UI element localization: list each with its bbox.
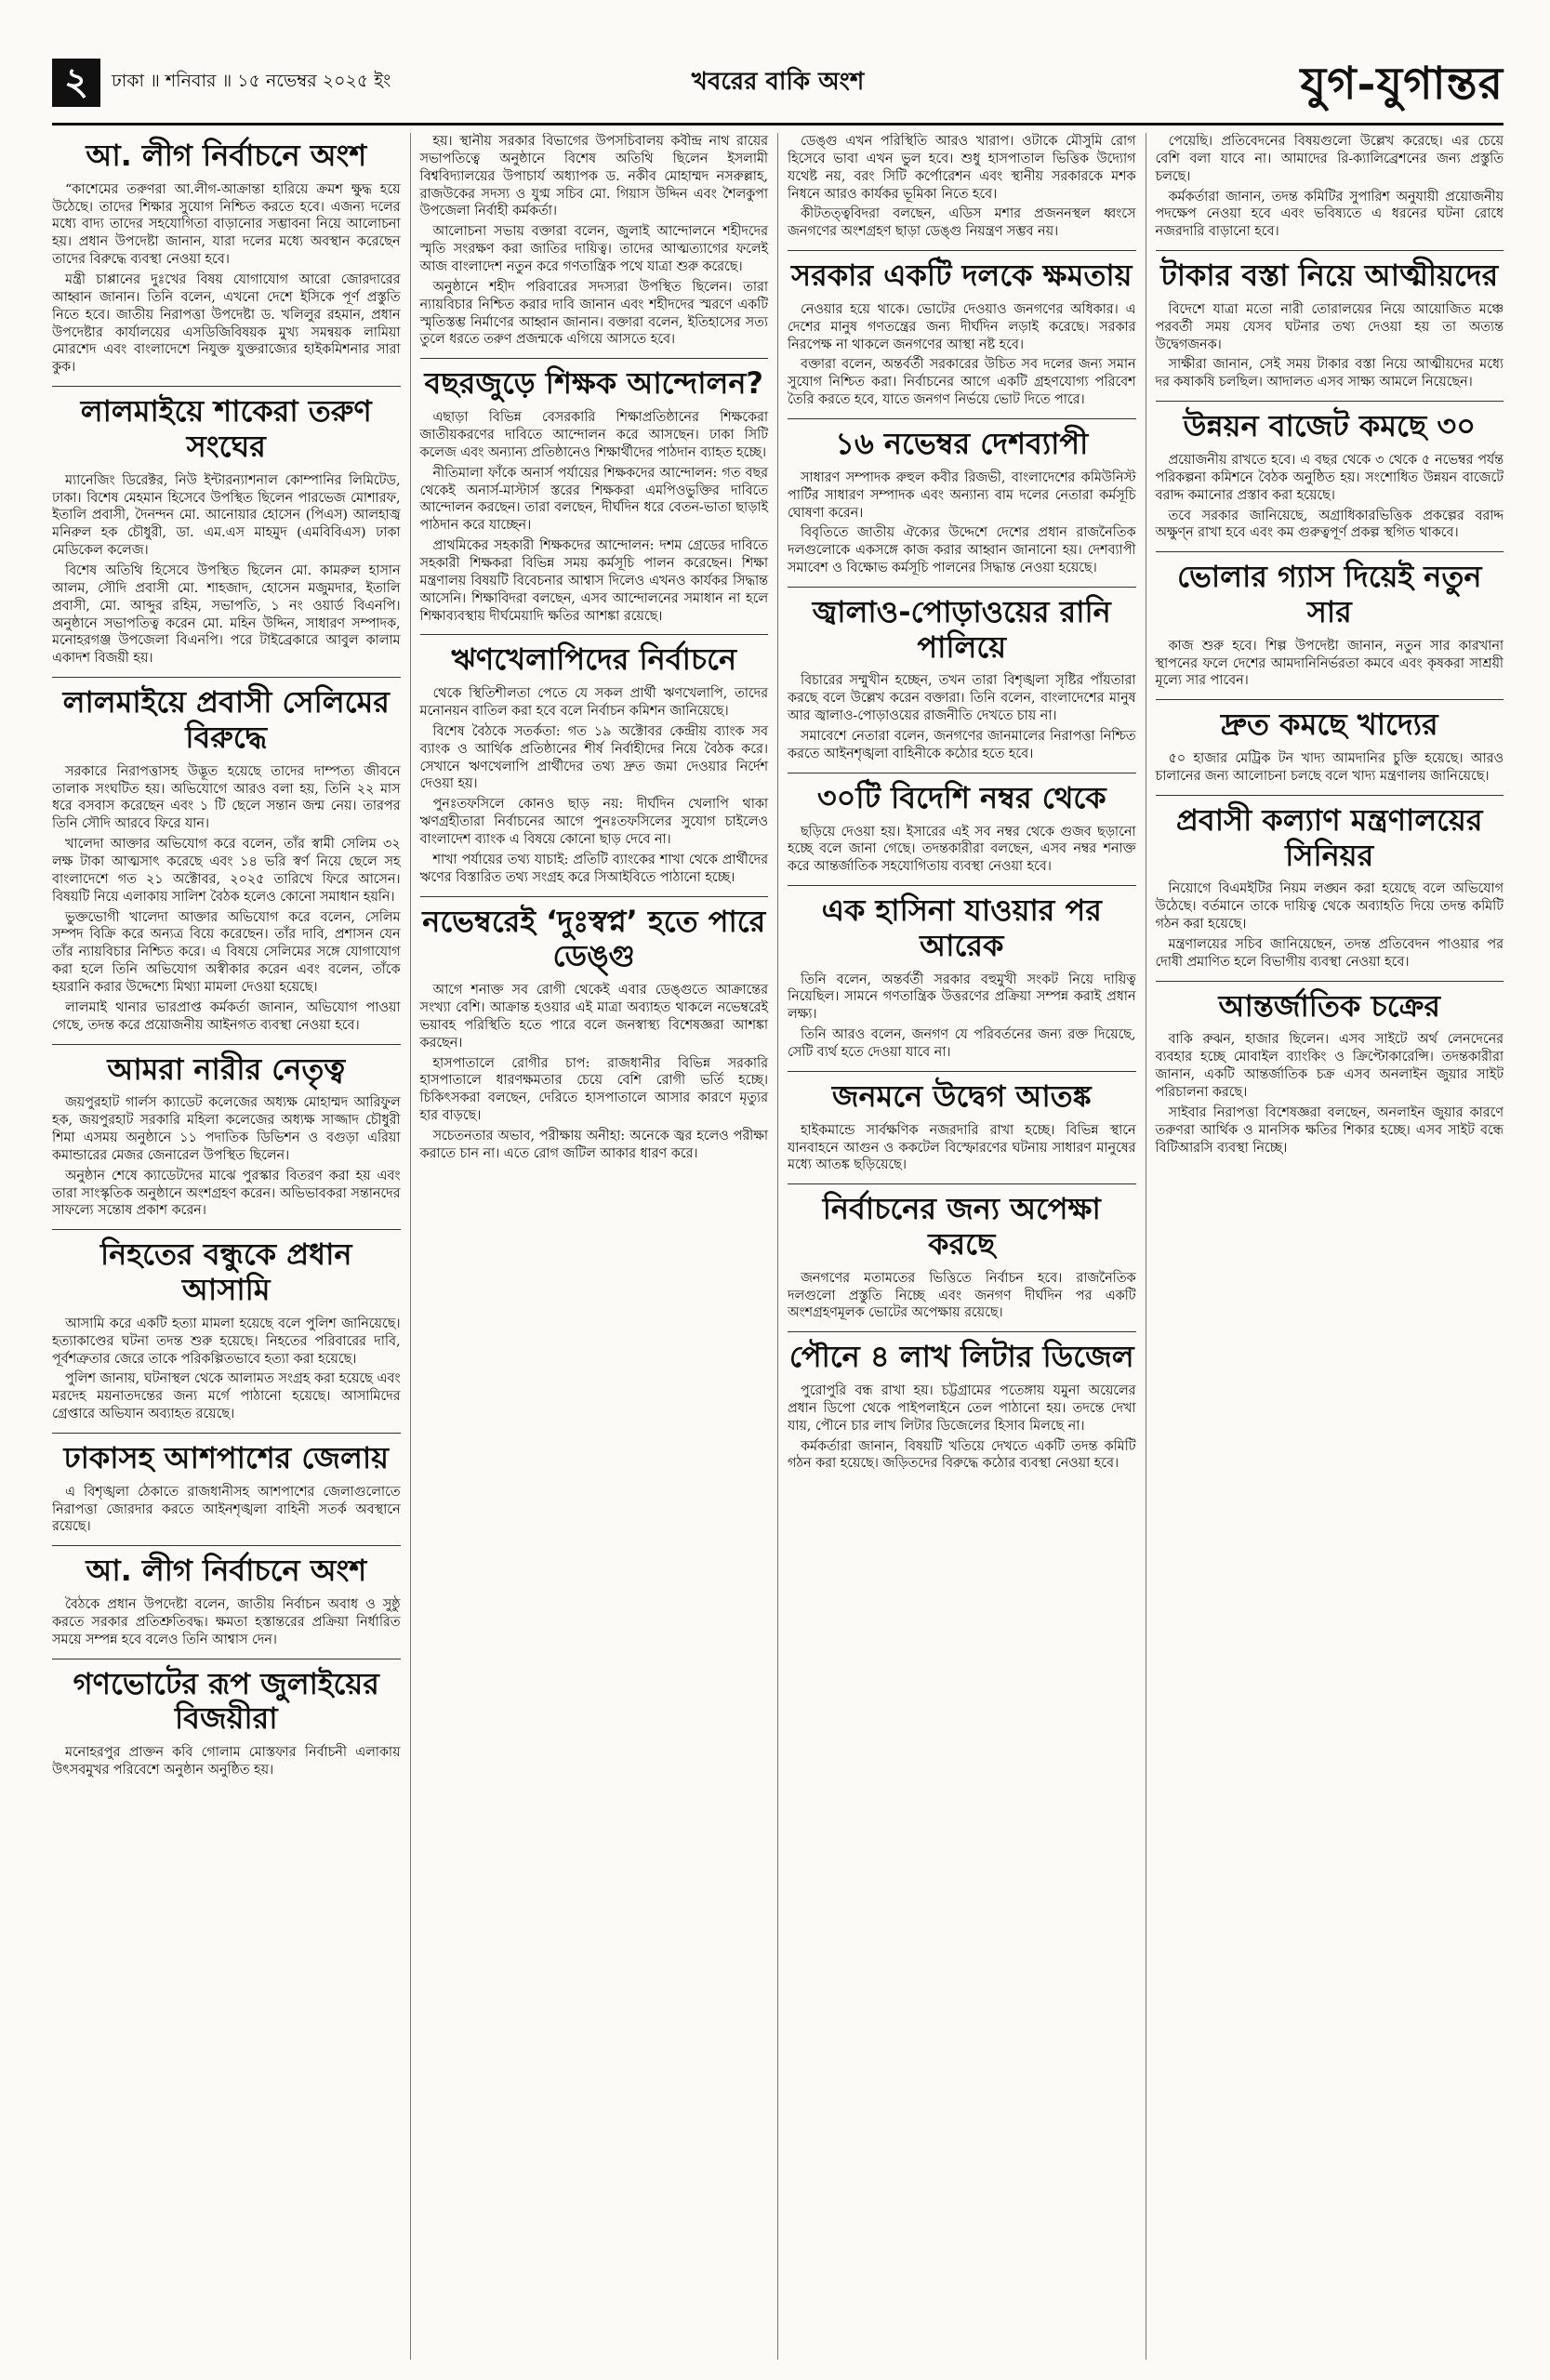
article-paragraph: পুনঃতফসিলে কোনও ছাড় নয়: দীর্ঘদিন খেলাপি থাকা ঋণগ্রহীতারা নির্বাচনের আগে পুনঃতফসিলের সুযোগ চাইলেও বাংলাদেশ ব্যাংক এ বিষয়ে কোনো ছাড় দেবে না। [419,797,768,847]
article-body [788,1382,1136,1473]
article [52,677,401,1034]
article-paragraph: সচেতনতার অভাব, পরীক্ষায় অনীহা: অনেকে জ্বর হলেও পরীক্ষা করাতে চান না। এতে রোগ জটিল আকার ধারণ করে। [419,1128,768,1161]
column-2 [410,133,778,2360]
article-headline: আমরা নারীর নেতৃত্ব [52,1044,401,1088]
article-headline: উন্নয়ন বাজেট কমছে ৩০ [1156,401,1504,444]
article-headline: বছরজুড়ে শিক্ষক আন্দোলন? [420,358,769,402]
article-paragraph: “কাশেমের তরুণরা আ.লীগ-আক্রান্তা হারিয়ে ক্রমশ ক্ষুদ্ধ হয়ে উঠেছে। তাদের শিক্ষার সুযোগ নিশ্চিত করতে হবে। এজন্য দলের মধ্যে বাদ্য তাদের সহযোগিতা বাড়ানোর সম্ভাবনা নিয়ে আলোচনা হয়। প্রধান উপদেষ্টা জানান, যারা দলের মধ্যে অবস্থান করেছেন তাদের বিরুদ্ধে ব্যবস্থা নেওয়া হবে। [52,181,401,268]
article-headline: টাকার বস্তা নিয়ে আত্মীয়দের [1156,250,1504,294]
article-paragraph: প্রাথমিকের সহকারী শিক্ষকদের আন্দোলন: দশম গ্রেডের দাবিতে সহকারী শিক্ষকরা বিভিন্ন সময় কর্মসূচি পালন করেছেন। শিক্ষা মন্ত্রণালয় বিষয়টি বিবেচনার আশ্বাস দিলেও এখনও কার্যকর সিদ্ধান্ত আসেনি। শিক্ষাবিদরা বলছেন, এসব আন্দোলনের সমাধান না হলে শিক্ষাব্যবস্থায় দীর্ঘমেয়াদি ক্ষতির আশঙ্কা রয়েছে। [419,538,768,624]
article-body [1156,133,1504,241]
article-paragraph: হাসপাতালে রোগীর চাপ: রাজধানীর বিভিন্ন সরকারি হাসপাতালে ধারণক্ষমতার চেয়ে বেশি রোগী ভর্তি হচ্ছে। চিকিৎসকরা বলছেন, দেরিতে হাসপাতালে আসার কারণে মৃত্যুর হার বাড়ছে। [419,1055,768,1124]
article-headline: নিহতের বন্ধুকে প্রধান আসামি [52,1229,401,1308]
article-paragraph: বিদেশে যাত্রা মতো নারী তোরালয়ের নিয়ে আয়োজিত মঞ্চে পরবর্তী সময় যেসব ঘটনার তথ্য দেওয়া হয় তা অত্যন্ত উদ্বেগজনক। [1155,301,1504,352]
article-paragraph: খালেদা আক্তার অভিযোগ করে বলেন, তাঁর স্বামী সেলিম ৩২ লক্ষ টাকা আত্মসাৎ করেছে এবং ১৪ ভরি স্বর্ণ নিয়ে ছেলে সহ বাংলাদেশে গত ২১ অক্টোবর, ২০২৫ তারিখে ফিরে আসেন। বিষয়টি নিয়ে এলাকায় সালিশ বৈঠক হলেও কোনো সমাধান হয়নি। [52,837,401,905]
article-paragraph: বিবৃতিতে জাতীয় ঐক্যের উদ্দেশে দেশের প্রধান রাজনৈতিক দলগুলোকে একসঙ্গে কাজ করার আহ্বান জানানো হয়। দেশব্যাপী সমাবেশ ও বিক্ষোভ কর্মসূচি পালনের সিদ্ধান্ত নেওয়া হয়েছে। [788,525,1136,576]
article-paragraph: হয়। স্থানীয় সরকার বিভাগের উপসচিবালয় কবীন্দ্র নাথ রায়ের সভাপতিত্বে অনুষ্ঠানে বিশেষ অতিথি ছিলেন ইসলামী বিশ্ববিদ্যালয়ের উপাচার্য অধ্যাপক ড. নকীব মোহাম্মদ নসরুল্লাহ, রাজউকের সদস্য ও যুগ্ম সচিব মো. গিয়াস উদ্দিন এবং শৈলকুপা উপজেলা নির্বাহী কর্মকর্তা। [419,134,768,219]
article-body [1156,638,1504,691]
article [788,1071,1136,1174]
article [52,1545,401,1648]
article-paragraph: তিনি বলেন, অন্তর্বর্তী সরকার বহুমুখী সংকট নিয়ে দায়িত্ব নিয়েছিল। সামনে গণতান্ত্রিক উত্তরণের প্রক্রিয়া সম্পন্ন করাই প্রধান লক্ষ্য। [788,972,1136,1023]
article-headline: আ. লীগ নির্বাচনে অংশ [86,138,367,173]
article [788,1331,1136,1473]
article-paragraph: ডেঙ্গু এখন পরিস্থিতি আরও খারাপ। ওটাকে মৌসুমি রোগ হিসেবে ভাবা এখন ভুল হবে। শুধু হাসপাতাল ভিত্তিক উদ্যোগ যথেষ্ট নয়, বরং সিটি কর্পোরেশন এবং স্থানীয় সরকারকে মশক নিধনে আরও কার্যকর ভূমিকা নিতে হবে। [788,134,1136,202]
article-paragraph: থেকে স্থিতিশীলতা পেতে যে সকল প্রার্থী ঋণখেলাপি, তাদের মনোনয়ন বাতিল করা হবে বলে নির্বাচন কমিশন জানিয়েছে। [419,686,768,719]
article-paragraph: ছড়িয়ে দেওয়া হয়। ইসারের এই সব নম্বর থেকে গুজব ছড়ানো হচ্ছে বলে জানা গেছে। তদন্তকারীরা বলছেন, এসব নম্বর শনাক্ত করে আন্তর্জাতিক সহযোগিতায় ব্যবস্থা নেওয়া হবে। [788,824,1136,875]
article-body [52,1484,401,1537]
article-paragraph: বৈঠকে প্রধান উপদেষ্টা বলেন, জাতীয় নির্বাচন অবাধ ও সুষ্ঠু করতে সরকার প্রতিশ্রুতিবদ্ধ। ক্ষমতা হস্তান্তরের প্রক্রিয়া নির্ধারিত সময়ে সম্পন্ন হবে বলেও তিনি আশ্বাস দেন। [52,1597,401,1647]
article-body [52,472,401,668]
article-paragraph: হাইকমান্ডে সার্বক্ষণিক নজরদারি রাখা হচ্ছে। বিভিন্ন স্থানে যানবাহনে আগুন ও ককটেল বিস্ফোরণের ঘটনায় সাধারণ মানুষের মধ্যে আতঙ্ক ছড়িয়েছে। [788,1122,1136,1173]
article-paragraph: ভুক্তভোগী খালেদা আক্তার অভিযোগ করে বলেন, সেলিম সম্পদ বিক্রি করে অন্যত্র বিয়ে করেছেন। তাঁর দাবি, প্রশাসন যেন তাঁর ন্যায়বিচার নিশ্চিত করে। এ বিষয়ে সেলিমের সঙ্গে যোগাযোগ করা হলে তিনি অভিযোগ অস্বীকার করেন এবং বলেন, তাঁকে হয়রানি করার উদ্দেশ্যে মিথ্যা মামলা দেওয়া হয়েছে। [52,909,401,995]
column-4 [1146,133,1504,2360]
article-headline: নভেম্বরেই ‘দুঃস্বপ্ন’ হতে পারে ডেঙ্গু [420,896,769,975]
article [788,418,1136,577]
article [420,896,769,1163]
article [788,1183,1136,1322]
article [52,1659,401,1779]
article-body [420,685,769,886]
article-body [52,1596,401,1649]
article-paragraph: কীটতত্ত্ববিদরা বলছেন, এডিস মশার প্রজননস্থল ধ্বংসে জনগণের অংশগ্রহণ ছাড়া ডেঙ্গু নিয়ন্ত্রণ সম্ভব নয়। [788,206,1136,240]
article-paragraph: নীতিমালা ফাঁকে অনার্স পর্যায়ের শিক্ষকদের আন্দোলন: গত বছর থেকেই অনার্স-মাস্টার্স স্তরের শিক্ষকরা এমপিওভুক্তির দাবিতে আন্দোলন করছেন। তারা বলছেন, দীর্ঘদিন ধরে বেতন-ভাতা ছাড়াই পাঠদান করে যাচ্ছেন। [419,465,768,534]
article-paragraph: তিনি আরও বলেন, জনগণ যে পরিবর্তনের জন্য রক্ত দিয়েছে, সেটি ব্যর্থ হতে দেওয়া যাবে না। [788,1027,1136,1061]
column-1 [52,133,410,2360]
article-headline: ৩০টি বিদেশি নম্বর থেকে [788,773,1136,816]
article-body [1156,750,1504,786]
article-body [420,982,769,1163]
article [420,634,769,886]
article-paragraph: জয়পুরহাট গার্লস ক্যাডেট কলেজের অধ্যক্ষ মোহাম্মদ আরিফুল হক, জয়পুরহাট সরকারি মহিলা কলেজের অধ্যক্ষ সাজ্জাদ চৌধুরী শিমা এসময় অনুষ্ঠানে ১১ পদাতিক ডিভিশন ও বগুড়া এরিয়া কমান্ডারের মেজর জেনারেল উপস্থিত ছিলেন। [52,1095,401,1163]
article-headline: পৌনে ৪ লাখ লিটার ডিজেল [788,1331,1136,1375]
article-body [1156,880,1504,971]
article-paragraph: সাইবার নিরাপত্তা বিশেষজ্ঞরা বলছেন, অনলাইন জুয়ার কারণে তরুণরা আর্থিক ও মানসিক ক্ষতির শিকার হচ্ছে। এসব সাইট বন্ধে বিটিআরসি ব্যবস্থা নিচ্ছে। [1155,1104,1504,1156]
article-paragraph: আগে শনাক্ত সব রোগী থেকেই এবার ডেঙ্গুতে আক্রান্তের সংখ্যা বেশি। আক্রান্ত হওয়ার এই মাত্রা অব্যাহত থাকলে নভেম্বরেই ভয়াবহ পরিস্থিতি হতে পারে বলে জনস্বাস্থ্য বিশেষজ্ঞরা আশঙ্কা করছেন। [419,983,768,1051]
article-headline: গণভোটের রূপ জুলাইয়ের বিজয়ীরা [52,1659,401,1738]
article-paragraph: নেওয়ার হয়ে থাকে। ভোটের দেওয়াও জনগণের অধিকার। এ দেশের মানুষ গণতন্ত্রের জন্য দীর্ঘদিন লড়াই করেছে। সরকার নিরপেক্ষ না থাকলে জনগণের আস্থা নষ্ট হবে। [788,301,1136,352]
page-number: ২ [52,59,100,107]
article [1156,795,1504,972]
article-body [788,301,1136,409]
article-body [1156,301,1504,391]
article-headline: জনমনে উদ্বেগ আতঙ্ক [788,1071,1136,1115]
masthead [52,43,1504,126]
article-paragraph: আসামি করে একটি হত্যা মামলা হয়েছে বলে পুলিশ জানিয়েছে। হত্যাকাণ্ডের ঘটনা তদন্ত শুরু হয়েছে। নিহতের পরিবারের দাবি, পূর্বশত্রুতার জেরে তাকে পরিকল্পিতভাবে হত্যা করা হয়েছে। [52,1316,401,1367]
article-body [788,469,1136,577]
article [1156,401,1504,542]
article-paragraph: শাখা পর্যায়ের তথ্য যাচাই: প্রতিটি ব্যাংকের শাখা থেকে প্রার্থীদের ঋণের বিস্তারিত তথ্য সংগ্রহ করে সিআইবিতে পাঠানো হচ্ছে। [419,852,768,885]
newspaper-name: যুগ-যুগান্তর [1300,58,1504,110]
article-headline: সরকার একটি দলকে ক্ষমতায় [788,250,1136,294]
article [788,133,1136,241]
article-paragraph: বক্তারা বলেন, অন্তর্বর্তী সরকারের উচিত সব দলের জন্য সমান সুযোগ নিশ্চিত করা। নির্বাচনের আগে একটি গ্রহণযোগ্য পরিবেশ তৈরি করতে হবে, যাতে জনগণ নির্ভয়ে ভোট দিতে পারে। [788,357,1136,408]
article-headline: আন্তর্জাতিক চক্রের [1156,981,1504,1025]
article-paragraph: ম্যানেজিং ডিরেক্টর, নিউ ইন্টারন্যাশনাল কোম্পানির লিমিটেড, ঢাকা। বিশেষ মেহমান হিসেবে উপস্থিত ছিলেন পারভেজ মোশারফ, ইতালি প্রবাসী, দৈনন্দন মো. আনোয়ার হোসেন (পিএস) আলহাজ্ব মনিরুল হক চৌধুরী, ডা. এম.এস মাহমুদ (এমবিবিএস) ঢাকা মেডিকেল কলেজ। [52,472,401,559]
article [788,885,1136,1062]
article-headline: এক হাসিনা যাওয়ার পর আরেক [788,885,1136,964]
article-paragraph: সাক্ষীরা জানান, সেই সময় টাকার বস্তা নিয়ে আত্মীয়দের মধ্যে দর কষাকষি চলছিল। আদালত এসব সাক্ষ্য আমলে নিয়েছেন। [1155,357,1504,390]
article-body [788,1122,1136,1175]
article-headline: নির্বাচনের জন্য অপেক্ষা করছে [788,1183,1136,1263]
article [52,1044,401,1221]
article-paragraph: সমাবেশে নেতারা বলেন, জনগণের জানমালের নিরাপত্তা নিশ্চিত করতে আইনশৃঙ্খলা বাহিনীকে কঠোর হতে হবে। [788,729,1136,761]
article-body [1156,452,1504,542]
article-paragraph: তবে সরকার জানিয়েছে, অগ্রাধিকারভিত্তিক প্রকল্পের বরাদ্দ অক্ষুণ্ন রাখা হবে এবং কম গুরুত্বপূর্ণ প্রকল্প স্থগিত থাকবে। [1155,508,1504,541]
article [788,587,1136,763]
article-paragraph: লালমাই থানার ভারপ্রাপ্ত কর্মকর্তা জানান, অভিযোগ পাওয়া গেছে, তদন্ত করে প্রয়োজনীয় আইনগত ব্যবস্থা নেওয়া হবে। [52,999,401,1033]
section-title: খবরের বাকি অংশ [691,68,865,96]
article-body [1156,1031,1504,1157]
article-body [788,972,1136,1062]
article [788,250,1136,409]
article-body [420,133,769,349]
article-headline: জ্বালাও-পোড়াওয়ের রানি পালিয়ে [788,587,1136,666]
article-headline: ভোলার গ্যাস দিয়েই নতুন সার [1156,551,1504,630]
article [788,773,1136,876]
article-paragraph: জনগণের মতামতের ভিত্তিতে নির্বাচন হবে। রাজনৈতিক দলগুলো প্রস্তুতি নিচ্ছে এবং জনগণ দীর্ঘদিন পর একটি অংশগ্রহণমূলক ভোটের অপেক্ষায় রয়েছে। [788,1270,1136,1321]
article-paragraph: কর্মকর্তারা জানান, বিষয়টি খতিয়ে দেখতে একটি তদন্ত কমিটি গঠন করা হয়েছে। জড়িতদের বিরুদ্ধে কঠোর ব্যবস্থা নেওয়া হবে। [788,1438,1136,1472]
article-paragraph: অনুষ্ঠান শেষে ক্যাডেটদের মাঝে পুরস্কার বিতরণ করা হয় এবং তারা সাংস্কৃতিক অনুষ্ঠানে অংশগ্রহণ করেন। অভিভাবকরা সন্তানদের সাফল্যে সন্তোষ প্রকাশ করেন। [52,1168,401,1219]
article-headline: ঋণখেলাপিদের নির্বাচনে [420,634,769,678]
article-paragraph: সাধারণ সম্পাদক রুহুল কবীর রিজভী, বাংলাদেশের কমিউনিস্ট পার্টির সাধারণ সম্পাদক এবং অন্যান্য বাম দলের নেতারা কর্মসূচি ঘোষণা করেন। [788,469,1136,521]
article-headline: দ্রুত কমছে খাদ্যের [1156,699,1504,743]
article-paragraph: পুলিশ জানায়, ঘটনাস্থল থেকে আলামত সংগ্রহ করা হয়েছে এবং মরদেহ ময়নাতদন্তের জন্য মর্গে পাঠানো হয়েছে। আসামিদের গ্রেপ্তারে অভিযান অব্যাহত রয়েছে। [52,1371,401,1422]
article-paragraph: আলোচনা সভায় বক্তারা বলেন, জুলাই আন্দোলনে শহীদদের স্মৃতি সংরক্ষণ করা জাতির দায়িত্ব। তাদের আত্মত্যাগের ফলেই আজ বাংলাদেশ নতুন করে গণতান্ত্রিক পথে যাত্রা শুরু করেছে। [419,224,768,275]
article-paragraph: বিশেষ বৈঠকে সতর্কতা: গত ১৯ অক্টোবর কেন্দ্রীয় ব্যাংক সব ব্যাংক ও আর্থিক প্রতিষ্ঠানের শীর্ষ নির্বাহীদের নিয়ে বৈঠক করে। সেখানে ঋণখেলাপি প্রার্থীদের তথ্য দ্রুত জমা দেওয়ার নির্দেশ দেওয়া হয়। [419,723,768,792]
article-body [52,1094,401,1220]
article-body [52,1744,401,1779]
article-columns [52,133,1504,2360]
article-paragraph: কাজ শুরু হবে। শিল্প উপদেষ্টা জানান, নতুন সার কারখানা স্থাপনের ফলে দেশের আমদানিনির্ভরতা কমবে এবং কৃষকরা সাশ্রয়ী মূল্যে সার পাবেন। [1155,638,1504,689]
article-body [788,133,1136,241]
article-headline: ঢাকাসহ আশপাশের জেলায় [52,1433,401,1476]
article-body [788,824,1136,877]
article-body [52,763,401,1035]
article-paragraph: কর্মকর্তারা জানান, তদন্ত কমিটির সুপারিশ অনুযায়ী প্রয়োজনীয় পদক্ষেপ নেওয়া হবে এবং ভবিষ্যতে এ ধরনের ঘটনা রোধে নজরদারি বাড়ানো হবে। [1155,189,1504,240]
article-body [788,1270,1136,1323]
article-paragraph: এছাড়া বিভিন্ন বেসরকারি শিক্ষাপ্রতিষ্ঠানের শিক্ষকেরা জাতীয়করণের দাবিতে আন্দোলন করে আসছেন। ঢাকা সিটি কলেজ এবং অন্যান্য প্রতিষ্ঠানেও শিক্ষার্থীদের পাঠদান ব্যাহত হচ্ছে। [419,410,768,460]
article [1156,250,1504,391]
article [420,358,769,625]
article-paragraph: মনোহরপুর প্রাক্তন কবি গোলাম মোস্তফার নির্বাচনী এলাকায় উৎসবমুখর পরিবেশে অনুষ্ঠান অনুষ্ঠিত হয়। [52,1745,401,1778]
article-paragraph: মন্ত্রী চাপ্পানের দুঃখের বিষয় যোগাযোগ আরো জোরদারের আহ্বান জানান। তিনি বলেন, এখনো দেশে ইসিকে পূর্ণ প্রস্তুতি নিতে হবে। জাতীয় নিরাপত্তা উপদেষ্টা ড. খলিলুর রহমান, প্রধান উপদেষ্টার কার্যালয়ের এসডিজিবিষয়ক মুখ্য সমন্বয়ক লামিয়া মোরশেদ এবং বাংলাদেশে নিযুক্ত যুক্তরাজ্যের হাইকমিশনার সারা কুক। [52,272,401,376]
article-body [52,1316,401,1423]
article [420,133,769,349]
article-paragraph: মন্ত্রণালয়ের সচিব জানিয়েছেন, তদন্ত প্রতিবেদন পাওয়ার পর দোষী প্রমাণিত হলে বিভাগীয় ব্যবস্থা নেওয়া হবে। [1155,936,1504,970]
article-headline: প্রবাসী কল্যাণ মন্ত্রণালয়ের সিনিয়র [1156,795,1504,874]
article-headline: লালমাইয়ে শাকেরা তরুণ সংঘের [52,386,401,465]
article-headline: ১৬ নভেম্বর দেশব্যাপী [788,418,1136,462]
article-paragraph: বিচারের সম্মুখীন হচ্ছেন, তখন তারা বিশৃঙ্খলা সৃষ্টির পাঁয়তারা করছে বলে উল্লেখ করেন বক্তারা। তিনি বলেন, বাংলাদেশের মানুষ আর জ্বালাও-পোড়াওয়ের রাজনীতি দেখতে চায় না। [788,673,1136,724]
article [1156,699,1504,785]
article-paragraph: নিয়োগে বিএমইটির নিয়ম লঙ্ঘন করা হয়েছে বলে অভিযোগ উঠেছে। বর্তমানে তাকে দায়িত্ব থেকে অব্যাহতি দিয়ে তদন্ত কমিটি গঠন করা হয়েছে। [1155,881,1504,932]
article-body [52,181,401,377]
article-paragraph: ৫০ হাজার মেট্রিক টন খাদ্য আমদানির চুক্তি হয়েছে। আরও চালানের জন্য আলোচনা চলছে বলে খাদ্য মন্ত্রণালয় জানিয়েছে। [1155,751,1504,784]
article-paragraph: অনুষ্ঠানে শহীদ পরিবারের সদস্যরা উপস্থিত ছিলেন। তারা ন্যায়বিচার নিশ্চিত করার দাবি জানান এবং শহীদদের স্মরণে একটি স্মৃতিস্তম্ভ নির্মাণের আহ্বান জানান। বক্তারা বলেন, ইতিহাসের সত্য তুলে ধরতে তরুণ প্রজন্মকে এগিয়ে আসতে হবে। [419,279,768,348]
article-paragraph: সরকারে নিরাপত্তাসহ উদ্ভূত হয়েছে তাদের দাম্পত্য জীবনে তালাক সংঘটিত হয়। অভিযোগে আরও বলা হয়, তিনি ২২ মাস ধরে বসবাস করেছেন এবং ১ টি ছেলে সন্তান জন্ম নেয়। তারপর তিনি সৌদি আরবে ফিরে যান। [52,763,401,832]
dateline: ঢাকা ॥ শনিবার ॥ ১৫ নভেম্বর ২০২৫ ইং [112,71,391,91]
article-headline: লালমাইয়ে প্রবাসী সেলিমের বিরুদ্ধে [52,677,401,756]
article-paragraph: বাকি রুঝন, হাজার ছিলেন। এসব সাইটে অর্থ লেনদেনের ব্যবহার হচ্ছে মোবাইল ব্যাংকিং ও ক্রিপ্টোকারেন্সি। তদন্তকারীরা জানান, একটি আন্তর্জাতিক চক্র এসব অনলাইন জুয়ার সাইট পরিচালনা করছে। [1155,1032,1504,1100]
article-headline: আ. লীগ নির্বাচনে অংশ [52,1545,401,1589]
article-paragraph: এ বিশৃঙ্খলা ঠেকাতে রাজধানীসহ আশপাশের জেলাগুলোতে নিরাপত্তা জোরদার করতে আইনশৃঙ্খলা বাহিনী সতর্ক অবস্থানে রয়েছে। [52,1484,401,1535]
article-paragraph: পেয়েছি। প্রতিবেদনের বিষয়গুলো উল্লেখ করেছে। এর চেয়ে বেশি বলা যাবে না। আমাদের রি-ক্যালিব্রেশনের জন্য প্রস্তুতি চলছে। [1155,134,1504,184]
article [1156,133,1504,241]
article-paragraph: প্রয়োজনীয় রাখতে হবে। এ বছর থেকে ৩ থেকে ৫ নভেম্বর পর্যন্ত পরিকল্পনা কমিশনে বৈঠক অনুষ্ঠিত হয়। সংশোধিত উন্নয়ন বাজেটে বরাদ্দ কমানোর প্রস্তাব করা হয়েছে। [1155,452,1504,503]
article [52,1433,401,1536]
article-paragraph: পুরোপুরি বন্ধ রাখা হয়। চট্টগ্রামের পতেঙ্গায় যমুনা অয়েলের প্রধান ডিপো থেকে পাইপলাইনে তেল পাঠানো হয়। তদন্তে দেখা যায়, পৌনে চার লাখ লিটার ডিজেলের হিসাব মিলছে না। [788,1383,1136,1434]
column-3 [777,133,1146,2360]
article [52,139,401,377]
article [52,386,401,668]
article-paragraph: বিশেষ অতিথি হিসেবে উপস্থিত ছিলেন মো. কামরুল হাসান আলম, সৌদি প্রবাসী মো. শাহজাদ, হোসেন মজুমদার, ইতালি প্রবাসী, মো. আব্দুর রহিম, সভাপতি, ১ নং ওয়ার্ড বিএনপি। অনুষ্ঠানে সভাপতিত্ব করেন মো. মহিন উদ্দিন, সাধারণ সম্পাদক, মনোহরগঞ্জ উপজেলা বিএনপি। পরে টাইব্রেকারে আবুল কালাম একাদশ বিজয়ী হয়। [52,563,401,667]
article [1156,981,1504,1157]
article-body [420,409,769,625]
article [1156,551,1504,690]
article [52,1229,401,1423]
article-body [788,672,1136,762]
